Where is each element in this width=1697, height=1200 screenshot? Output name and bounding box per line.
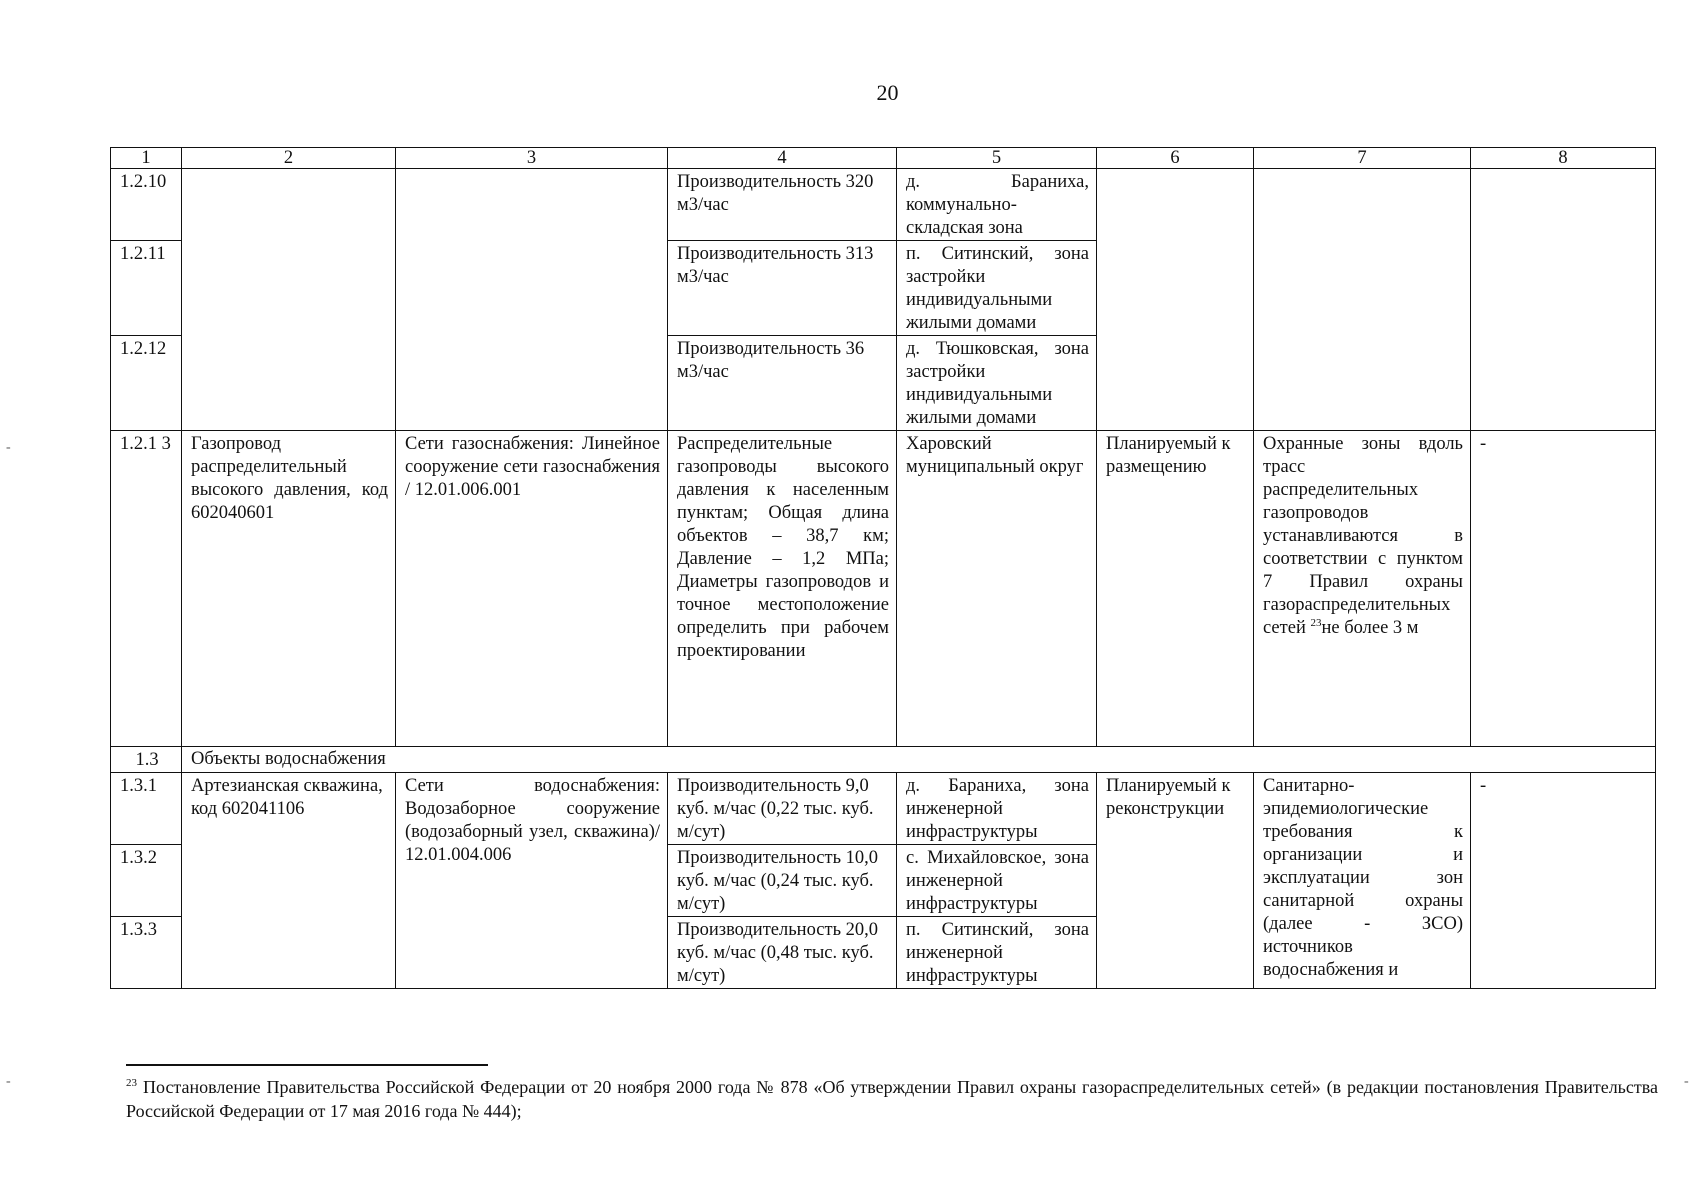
zones-text: Охранные зоны вдоль трасс распределительных газопроводов устанавливаются в соответствии с пунктом 7 Правил охраны газораспределительных сетей: [1263, 434, 1463, 638]
page-number: 20: [876, 80, 899, 105]
zones-text-tail: не более 3 м: [1321, 618, 1419, 638]
row-number: 1.2.10: [111, 169, 182, 241]
header-cell: 5: [897, 148, 1097, 169]
characteristics-cell: Производительность 20,0 куб. м/час (0,48 тыс. куб. м/сут): [668, 917, 897, 989]
zones-cell: Санитарно-эпидемиологические требования к организации и эксплуатации зон санитарной охраны (далее - ЗСО) источников водоснабжения и: [1254, 773, 1471, 989]
table-row: [111, 169, 1656, 241]
section-row: [111, 747, 1656, 773]
header-cell: 3: [396, 148, 668, 169]
location-cell: п. Ситинский, зона застройки индивидуальными жилыми домами: [897, 241, 1097, 336]
header-cell: 7: [1254, 148, 1471, 169]
location-cell: с. Михайловское, зона инженерной инфраструктуры: [897, 845, 1097, 917]
row-number: 1.2.11: [111, 241, 182, 336]
margin-mark: -: [6, 1074, 11, 1089]
purpose-cell: Сети газоснабжения: Линейное сооружение сети газоснабжения / 12.01.006.001: [396, 431, 668, 747]
row-number: 1.2.12: [111, 336, 182, 431]
footnote: [126, 1075, 1658, 1123]
object-name-cell: Газопровод распределительный высокого давления, код 602040601: [182, 431, 396, 747]
characteristics-cell: Производительность 313 м3/час: [668, 241, 897, 336]
header-cell: 1: [111, 148, 182, 169]
row-number: 1.3.2: [111, 845, 182, 917]
object-name-cell: Артезианская скважина, код 602041106: [182, 773, 396, 989]
characteristics-cell: Производительность 36 м3/час: [668, 336, 897, 431]
section-number: 1.3: [111, 747, 182, 773]
notes-cell: -: [1471, 773, 1656, 989]
row-number: 1.3.3: [111, 917, 182, 989]
status-cell: Планируемый к реконструкции: [1097, 773, 1254, 989]
characteristics-cell: Производительность 320 м3/час: [668, 169, 897, 241]
footnote-mark: 23: [126, 1077, 137, 1089]
location-cell: п. Ситинский, зона инженерной инфраструктуры: [897, 917, 1097, 989]
footnote-divider: [126, 1064, 488, 1066]
footnote-ref: 23: [1310, 616, 1322, 629]
continued-object-cell: [182, 169, 396, 431]
characteristics-cell: Производительность 9,0 куб. м/час (0,22 тыс. куб. м/сут): [668, 773, 897, 845]
footnote-text: Постановление Правительства Российской Федерации от 20 ноября 2000 года № 878 «Об утверждении Правил охраны газораспределительных сетей» (в редакции постановления Правительства Российской Федерации от 17 мая 2016 года № 444);: [126, 1077, 1658, 1121]
characteristics-cell: Производительность 10,0 куб. м/час (0,24 тыс. куб. м/сут): [668, 845, 897, 917]
table-row: [111, 431, 1656, 747]
notes-cell: -: [1471, 431, 1656, 747]
plan-table: [110, 147, 1655, 989]
header-cell: 8: [1471, 148, 1656, 169]
continued-purpose-cell: [396, 169, 668, 431]
header-row: [111, 148, 1656, 169]
header-cell: 2: [182, 148, 396, 169]
status-cell: Планируемый к размещению: [1097, 431, 1254, 747]
status-cell: [1097, 169, 1254, 431]
location-cell: д. Тюшковская, зона застройки индивидуальными жилыми домами: [897, 336, 1097, 431]
row-number: 1.3.1: [111, 773, 182, 845]
row-number: 1.2.1 3: [111, 431, 182, 747]
zones-cell: [1254, 431, 1471, 747]
location-cell: Харовский муниципальный округ: [897, 431, 1097, 747]
zones-cell: [1254, 169, 1471, 431]
header-cell: 4: [668, 148, 897, 169]
location-cell: д. Бараниха, зона инженерной инфраструктуры: [897, 773, 1097, 845]
margin-mark: -: [1684, 1074, 1689, 1089]
header-cell: 6: [1097, 148, 1254, 169]
table-row: [111, 773, 1656, 845]
notes-cell: [1471, 169, 1656, 431]
margin-mark: -: [6, 440, 11, 455]
location-cell: д. Бараниха, коммунально-складская зона: [897, 169, 1097, 241]
characteristics-cell: Распределительные газопроводы высокого давления к населенным пунктам; Общая длина объектов – 38,7 км; Давление – 1,2 МПа; Диаметры газопроводов и точное местоположение определить при рабочем проектировании: [668, 431, 897, 747]
purpose-cell: Сети водоснабжения: Водозаборное сооружение (водозаборный узел, скважина)/ 12.01.004.006: [396, 773, 668, 989]
section-title: Объекты водоснабжения: [182, 747, 1656, 773]
